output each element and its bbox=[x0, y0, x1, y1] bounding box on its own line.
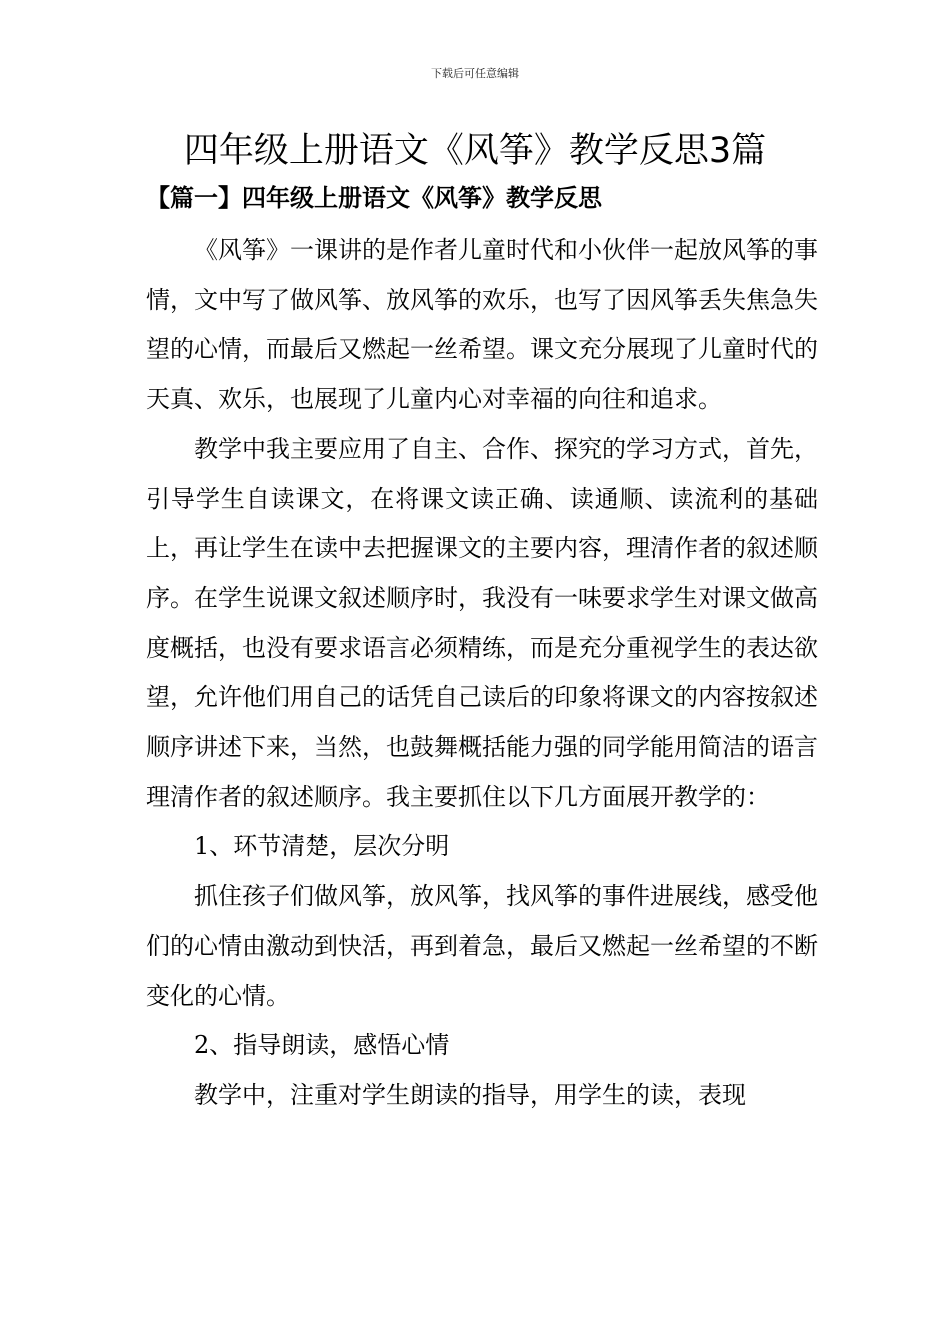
section-heading: 【篇一】四年级上册语文《风筝》教学反思 bbox=[146, 183, 602, 212]
paragraph: 《风筝》一课讲的是作者儿童时代和小伙伴一起放风筝的事情，文中写了做风筝、放风筝的欢乐，也写了因风筝丢失焦急失望的心情，而最后又燃起一丝希望。课文充分展现了儿童时代的天真、欢乐，也展现了儿童内心对幸福的向往和追求。 bbox=[146, 236, 818, 414]
document-title: 四年级上册语文《风筝》教学反思3篇 bbox=[183, 131, 767, 171]
document-body bbox=[146, 226, 818, 1121]
header-note: 下载后可任意编辑 bbox=[431, 67, 519, 80]
list-item-heading: 2、指导朗读，感悟心情 bbox=[194, 1031, 450, 1060]
paragraph: 教学中我主要应用了自主、合作、探究的学习方式，首先，引导学生自读课文，在将课文读正确、读通顺、读流利的基础上，再让学生在读中去把握课文的主要内容，理清作者的叙述顺序。在学生说课文叙述顺序时，我没有一味要求学生对课文做高度概括，也没有要求语言必须精练，而是充分重视学生的表达欲望，允许他们用自己的话凭自己读后的印象将课文的内容按叙述顺序讲述下来，当然，也鼓舞概括能力强的同学能用简洁的语言理清作者的叙述顺序。我主要抓住以下几方面展开教学的： bbox=[146, 434, 818, 811]
paragraph: 抓住孩子们做风筝，放风筝，找风筝的事件进展线，感受他们的心情由激动到快活，再到着急，最后又燃起一丝希望的不断变化的心情。 bbox=[146, 882, 818, 1010]
list-item-heading: 1、环节清楚，层次分明 bbox=[194, 832, 450, 861]
paragraph: 教学中，注重对学生朗读的指导，用学生的读，表现 bbox=[194, 1080, 746, 1109]
